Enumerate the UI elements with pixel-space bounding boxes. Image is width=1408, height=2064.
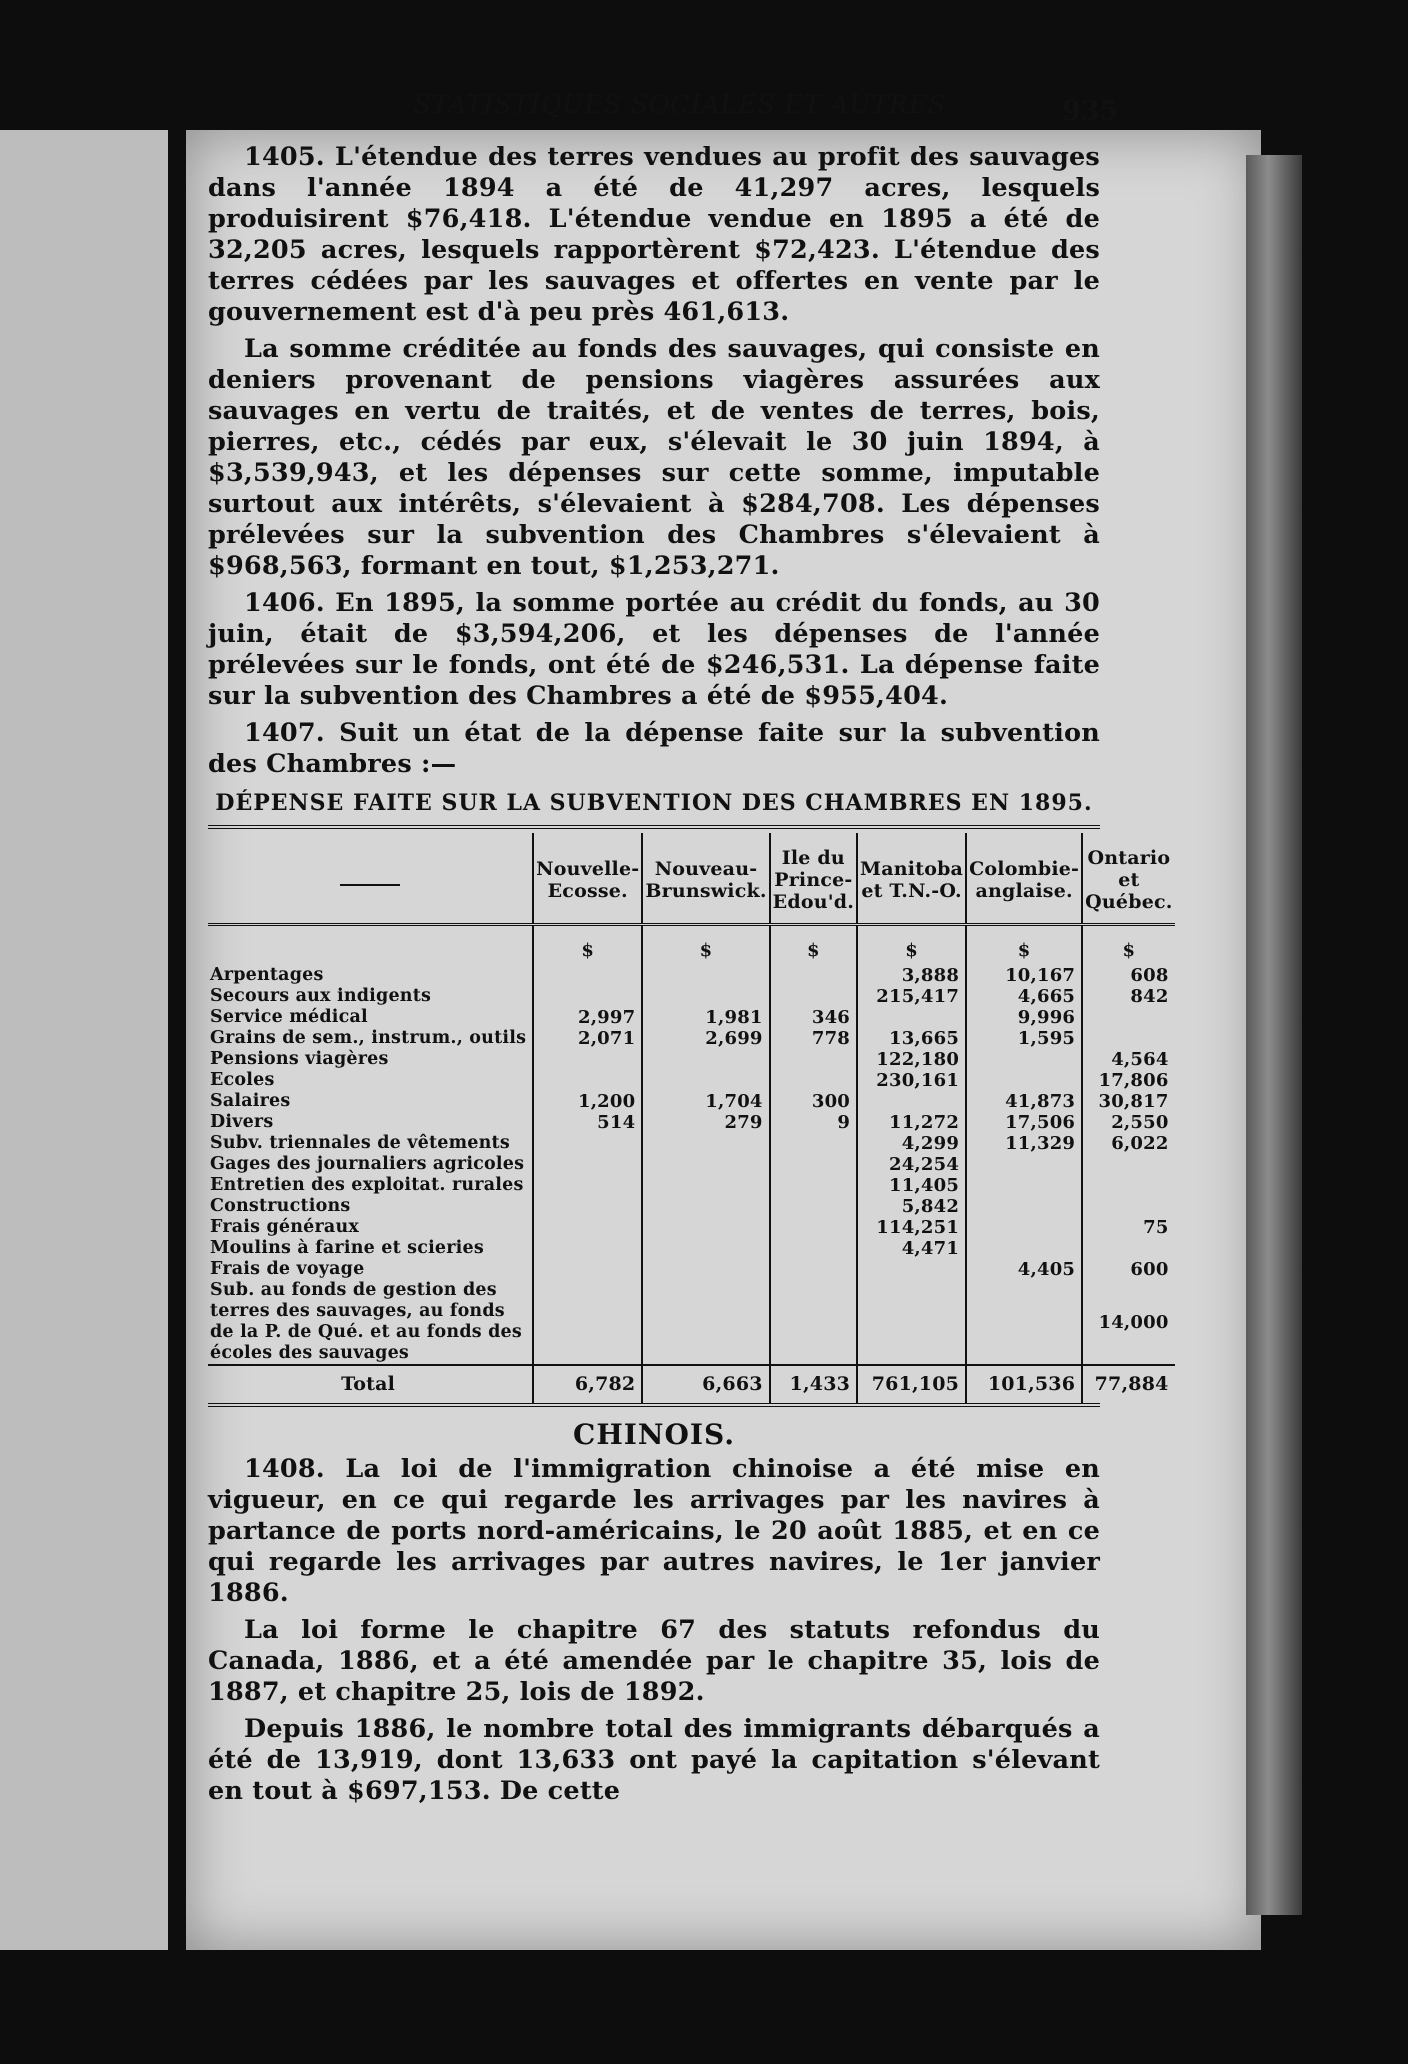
total-cell: 6,663 [642, 1365, 769, 1403]
table-cell [1082, 1007, 1174, 1028]
table-row [208, 1091, 1175, 1112]
paragraph-fonds: La somme créditée au fonds des sauvages, qui consiste en deniers provenant de pensions viagères assurées aux sauvages en vertu de traités, et de ventes de terres, bois, pierres, etc., cédés par eux, s'élevait le 30 juin 1894, à $3,539,943, et les dépenses sur cette somme, imputable surtout aux intérêts, s'élevaient à $284,708. Les dépenses prélevées sur la subvention des Chambres s'élevaient à $968,563, formant en tout, $1,253,271. [208, 334, 1100, 581]
table-cell [642, 1217, 769, 1238]
table-cell [533, 1049, 642, 1070]
table-cell [966, 1217, 1082, 1238]
table-title: DÉPENSE FAITE SUR LA SUBVENTION DES CHAMBRES EN 1895. [208, 788, 1100, 829]
table-cell [642, 1196, 769, 1217]
table-cell: 1,981 [642, 1007, 769, 1028]
table-cell: 4,564 [1082, 1049, 1174, 1070]
table-cell: 2,550 [1082, 1112, 1174, 1133]
table-cell [770, 1238, 857, 1259]
table-cell [533, 1070, 642, 1091]
paragraph-1407: 1407. Suit un état de la dépense faite sur la subvention des Chambres :— [208, 718, 1100, 779]
table-row [208, 986, 1175, 1007]
table-cell [642, 1259, 769, 1280]
table-cell [1082, 1238, 1174, 1259]
table-row [208, 965, 1175, 986]
table-cell [770, 1175, 857, 1196]
row-label: Sub. au fonds de gestion des terres des sauvages, au fonds de la P. de Qué. et au fonds des écoles des sauvages [210, 1280, 522, 1363]
table-cell: 114,251 [857, 1217, 966, 1238]
table-cell [642, 1049, 769, 1070]
page-content [208, 142, 1173, 1813]
currency-symbol: $ [770, 925, 857, 966]
row-label: Salaires [210, 1091, 291, 1111]
table-body [208, 925, 1175, 1404]
table-cell [770, 1154, 857, 1175]
table-row [208, 1154, 1175, 1175]
table-cell [642, 986, 769, 1007]
row-label: Moulins à farine et scieries [210, 1238, 484, 1258]
total-cell: 77,884 [1082, 1365, 1174, 1403]
table-cell [1082, 1154, 1174, 1175]
table-row [208, 1238, 1175, 1259]
table-cell: 346 [770, 1007, 857, 1028]
table-cell: 4,665 [966, 986, 1082, 1007]
table-cell [642, 1133, 769, 1154]
row-label: Grains de sem., instrum., outils [210, 1028, 527, 1048]
table-cell: 300 [770, 1091, 857, 1112]
page-stack-edge [1246, 155, 1302, 1915]
currency-symbol: $ [966, 925, 1082, 966]
table-cell [857, 1259, 966, 1280]
table-cell [966, 1049, 1082, 1070]
table-cell [533, 1238, 642, 1259]
table-header-row [208, 833, 1175, 925]
row-label: Ecoles [210, 1070, 275, 1090]
stub-header [208, 833, 533, 925]
table-cell [770, 965, 857, 986]
paragraph-1406: 1406. En 1895, la somme portée au crédit du fonds, au 30 juin, était de $3,594,206, et les dépenses de l'année prélevées sur le fonds, ont été de $246,531. La dépense faite sur la subvention des Chambres a été de $955,404. [208, 588, 1100, 711]
table-cell [966, 1196, 1082, 1217]
col-header: Colombie-anglaise. [966, 833, 1082, 925]
table-cell [770, 1280, 857, 1365]
table-cell [642, 965, 769, 986]
table-row [208, 1175, 1175, 1196]
table-cell [533, 1154, 642, 1175]
table-row [208, 1007, 1175, 1028]
table-cell [642, 1238, 769, 1259]
table-cell: 9 [770, 1112, 857, 1133]
table-cell: 24,254 [857, 1154, 966, 1175]
table-cell: 1,200 [533, 1091, 642, 1112]
row-label: Service médical [210, 1007, 368, 1027]
table-cell [857, 1007, 966, 1028]
table-cell [966, 1070, 1082, 1091]
col-header: Nouvelle-Ecosse. [533, 833, 642, 925]
col-header: Nouveau-Brunswick. [642, 833, 769, 925]
total-cell: 1,433 [770, 1365, 857, 1403]
paragraph-loi: La loi forme le chapitre 67 des statuts refondus du Canada, 1886, et a été amendée par le chapitre 35, lois de 1887, et chapitre 25, lois de 1892. [208, 1615, 1100, 1707]
section-title: CHINOIS. [573, 1418, 735, 1451]
table-cell: 3,888 [857, 965, 966, 986]
table-cell [1082, 1196, 1174, 1217]
col-header: Ontario et Québec. [1082, 833, 1174, 925]
table-cell [642, 1175, 769, 1196]
table-cell [770, 1259, 857, 1280]
table-cell [770, 1133, 857, 1154]
table-row [208, 1028, 1175, 1049]
table-cell: 2,997 [533, 1007, 642, 1028]
row-label: Entretien des exploitat. rurales [210, 1175, 524, 1195]
running-header: STATISTIQUES SOCIALES ET AUTRES [413, 90, 947, 119]
table-cell [533, 1259, 642, 1280]
total-label: Total [208, 1365, 533, 1403]
col-header: Ile du Prince-Edou'd. [770, 833, 857, 925]
table-bottom-rule [208, 1403, 1100, 1407]
total-cell: 6,782 [533, 1365, 642, 1403]
currency-symbol: $ [1082, 925, 1174, 966]
table-cell [533, 986, 642, 1007]
table-cell: 2,699 [642, 1028, 769, 1049]
table-row [208, 1259, 1175, 1280]
table-cell: 600 [1082, 1259, 1174, 1280]
table-cell: 122,180 [857, 1049, 966, 1070]
table-cell: 9,996 [966, 1007, 1082, 1028]
page-number: 935 [1062, 96, 1119, 127]
table-cell: 17,806 [1082, 1070, 1174, 1091]
table-row [208, 1070, 1175, 1091]
row-label: Constructions [210, 1196, 351, 1216]
table-cell [966, 1280, 1082, 1365]
table-cell: 1,704 [642, 1091, 769, 1112]
table-cell [857, 1280, 966, 1365]
table-cell: 215,417 [857, 986, 966, 1007]
paragraph-1405: 1405. L'étendue des terres vendues au profit des sauvages dans l'année 1894 a été de 41,297 acres, lesquels produisirent $76,418. L'étendue vendue en 1895 a été de 32,205 acres, lesquels rapportèrent $72,423. L'étendue des terres cédées par les sauvages et offertes en vente par le gouvernement est d'à peu près 461,613. [208, 142, 1100, 327]
table-cell [642, 1154, 769, 1175]
table-cell [770, 1217, 857, 1238]
col-header: Manitoba et T.N.-O. [857, 833, 966, 925]
currency-row [208, 925, 1175, 966]
table-cell: 6,022 [1082, 1133, 1174, 1154]
table-cell [642, 1280, 769, 1365]
table-cell: 14,000 [1082, 1280, 1174, 1365]
table-cell: 11,272 [857, 1112, 966, 1133]
table-cell: 842 [1082, 986, 1174, 1007]
paragraph-depuis: Depuis 1886, le nombre total des immigrants débarqués a été de 13,919, dont 13,633 ont payé la capitation s'élevant en tout à $697,153. De cette [208, 1714, 1100, 1806]
table-cell [533, 1280, 642, 1365]
table-cell [208, 925, 533, 966]
table-cell: 11,405 [857, 1175, 966, 1196]
row-label: Pensions viagères [210, 1049, 389, 1069]
paragraph-1408: 1408. La loi de l'immigration chinoise a été mise en vigueur, en ce qui regarde les arrivages par les navires à partance de ports nord-américains, le 20 août 1885, et en ce qui regarde les arrivages par autres navires, le 1er janvier 1886. [208, 1454, 1100, 1608]
row-label: Frais généraux [210, 1217, 360, 1237]
table-cell: 4,471 [857, 1238, 966, 1259]
table-row [208, 1217, 1175, 1238]
table-cell [1082, 1175, 1174, 1196]
table-row [208, 1280, 1175, 1365]
row-label: Secours aux indigents [210, 986, 432, 1006]
table-cell: 4,299 [857, 1133, 966, 1154]
expense-table [208, 833, 1175, 1403]
total-cell: 101,536 [966, 1365, 1082, 1403]
table-cell: 1,595 [966, 1028, 1082, 1049]
row-label: Divers [210, 1112, 274, 1132]
table-cell: 75 [1082, 1217, 1174, 1238]
table-cell: 608 [1082, 965, 1174, 986]
table-cell [533, 1175, 642, 1196]
table-cell: 514 [533, 1112, 642, 1133]
table-cell: 17,506 [966, 1112, 1082, 1133]
currency-symbol: $ [857, 925, 966, 966]
table-cell [770, 1196, 857, 1217]
table-cell [966, 1238, 1082, 1259]
table-cell [770, 986, 857, 1007]
table-row [208, 1049, 1175, 1070]
currency-symbol: $ [533, 925, 642, 966]
total-cell: 761,105 [857, 1365, 966, 1403]
table-cell [642, 1070, 769, 1091]
table-cell [966, 1175, 1082, 1196]
table-cell [533, 1133, 642, 1154]
table-cell: 2,071 [533, 1028, 642, 1049]
table-cell [533, 1196, 642, 1217]
table-cell [966, 1154, 1082, 1175]
table-cell [533, 965, 642, 986]
table-cell [770, 1070, 857, 1091]
table-cell: 5,842 [857, 1196, 966, 1217]
table-cell [857, 1091, 966, 1112]
row-label: Arpentages [210, 965, 324, 985]
table-cell [1082, 1028, 1174, 1049]
table-row [208, 1196, 1175, 1217]
table-cell: 10,167 [966, 965, 1082, 986]
table-cell: 230,161 [857, 1070, 966, 1091]
table-cell: 13,665 [857, 1028, 966, 1049]
row-label: Subv. triennales de vêtements [210, 1133, 510, 1153]
table-cell: 41,873 [966, 1091, 1082, 1112]
table-cell: 4,405 [966, 1259, 1082, 1280]
row-label: Gages des journaliers agricoles [210, 1154, 525, 1174]
table-row [208, 1112, 1175, 1133]
table-cell: 778 [770, 1028, 857, 1049]
currency-symbol: $ [642, 925, 769, 966]
table-cell: 279 [642, 1112, 769, 1133]
facing-page-edge [0, 130, 168, 1950]
table-cell [533, 1217, 642, 1238]
table-cell [770, 1049, 857, 1070]
table-cell: 30,817 [1082, 1091, 1174, 1112]
table-row [208, 1133, 1175, 1154]
total-row [208, 1365, 1175, 1403]
table-cell: 11,329 [966, 1133, 1082, 1154]
row-label: Frais de voyage [210, 1259, 365, 1279]
